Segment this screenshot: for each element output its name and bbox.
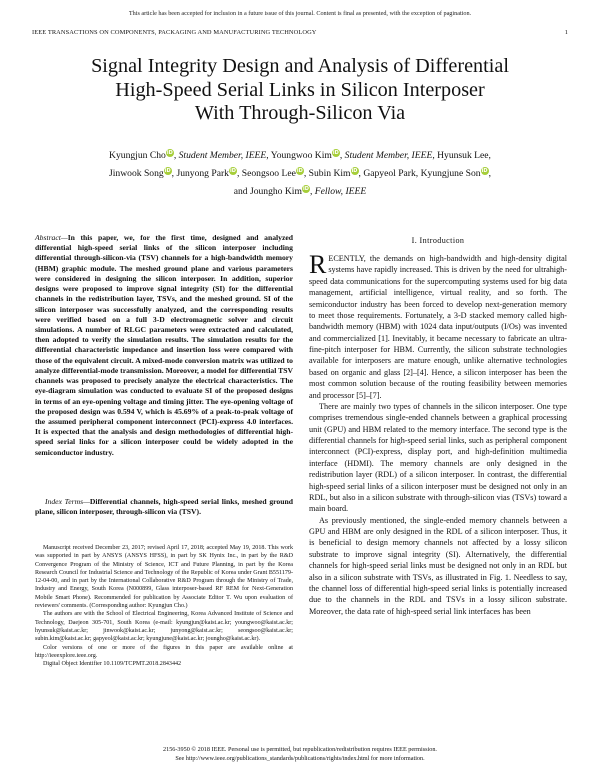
- author-list: [40, 147, 560, 201]
- index-terms-label: Index Terms—: [45, 497, 90, 506]
- footnote-manuscript: Manuscript received December 23, 2017; revised April 17, 2018; accepted May 19, 2018. This work was supported in part by ANSYS (ANSYS HFSS), in part by SK Hynix Inc., in part by the R&D Convergence Program of the Ministry of Science, ICT and Future Planning, in part by the Korea Research Council for Industrial Science and Technology of the Republic of Korea under Grant B551179-12-04-00, and in part by the International Collaborative R&D Program through the Ministry of Trade, Industry and Energy, South Korea (N000899, Glass interposer-based RF REM for Next-Generation Mobile Smart Phone). Recommended for publication by Associate Editor T. Wu upon evaluation of reviewers' comments. (Corresponding author: Kyungjun Cho.): [35, 545, 293, 610]
- author-line: and Joungho KimiD, Fellow, IEEE: [233, 186, 367, 197]
- orcid-icon[interactable]: iD: [481, 168, 488, 174]
- title-line: Signal Integrity Design and Analysis of Differential: [91, 55, 509, 77]
- index-terms: [35, 497, 293, 517]
- abstract-label: Abstract—: [35, 233, 68, 242]
- footnote-color: Color versions of one or more of the figures in this paper are available online at http://ieeexplore.ieee.org.: [35, 644, 293, 659]
- acceptance-notice: This article has been accepted for inclusion in a future issue of this journal. Content is final as presented, with the exception of pagination.: [128, 10, 472, 17]
- orcid-icon[interactable]: iD: [166, 150, 173, 156]
- abstract: [35, 233, 293, 458]
- orcid-icon[interactable]: iD: [230, 168, 236, 174]
- intro-paragraph: There are mainly two types of channels in the silicon interposer. One type comprises tremendous single-ended channels between a graphical processing unit (GPU) and HBM related to the memory interface. The second type is the differential channels for high-speed serial links, such as peripheral component interconnect (PCI)-express, display port, and high-definition multimedia interface (HDMI). The memory channels are only designed in the redistribution layer (RDL) of a silicon interposer. In contrast, the differential high-speed serial links of a silicon interposer must be designed not only in an RDL, but also in a silicon substrate with through-silicon vias (TSVs) toward a main board.: [309, 401, 567, 514]
- orcid-icon[interactable]: iD: [303, 186, 309, 192]
- intro-paragraph: As previously mentioned, the single-ended memory channels between a GPU and HBM are only designed in the RDL of a silicon interposer. Thus, it is beneficial to design memory channels not affected by a lossy silicon substrate to improve signal integrity (SI). Alternatively, the differential channels for high-speed serial links must be designed not only in an RDL but also in a silicon substrate with TSVs, as illustrated in Fig. 1. Needless to say, the channel loss of differential high-speed serial links is potentially increased due to the channels in the RDL and TSVs in a lossy silicon substrate. Moreover, the data rate of high-speed serial link interfaces has been: [309, 515, 567, 616]
- title-line: With Through-Silicon Via: [194, 102, 406, 124]
- footer-line: 2156-3950 © 2018 IEEE. Personal use is permitted, but republication/redistribution requires IEEE permission.: [163, 746, 437, 753]
- title-line: High-Speed Serial Links in Silicon Interposer: [115, 78, 485, 101]
- abstract-text: In this paper, we, for the first time, designed and analyzed differential high-speed serial links of the silicon interposer including differential through-silicon-via (TSV) channels for a high-bandwidth memory (HBM) graphic module. The meshed ground plane and various parameters were considered in designing the silicon interposer. In addition, superior designs were proposed to improve signal integrity (SI) for the differential channels in the redistribution layer, TSVs, and the meshed ground. SI of the silicon interposer was successfully analyzed, and the corresponding results were verified based on a full 3-D electromagnetic solver and circuit simulations. A number of RLGC parameters were extracted and calculated, then adopted to verify the simulation results. The simulation results for the differential characteristic impedance and insertion loss were compared with those of the equivalent circuit. A mixed-mode conversion matrix was utilized to analyze differential-mode transmission. Moreover, a model for differential TSV channels was proposed to precisely analyze the electrical characteristics. The eye-diagram simulation was conducted to evaluate SI of the proposed designs in terms of an eye-opening voltage and timing jitter. The eye-opening voltage of the proposed design was 0.594 V, which is 45.69% of a peak-to-peak voltage of the assumed peripheral component interconnect (PCI)-express 4.0 interfaces. It is expected that the analysis and design methodologies of differential high-speed serial links for a silicon interposer could be widely adopted in the semiconductor industry.: [35, 233, 293, 457]
- orcid-icon[interactable]: iD: [351, 168, 358, 174]
- orcid-icon[interactable]: iD: [296, 168, 303, 174]
- journal-name: IEEE TRANSACTIONS ON COMPONENTS, PACKAGING AND MANUFACTURING TECHNOLOGY: [32, 29, 317, 36]
- section-heading: I. Introduction: [411, 236, 465, 245]
- orcid-icon[interactable]: iD: [332, 150, 339, 156]
- intro-paragraph: RECENTLY, the demands on high-bandwidth and high-density digital systems have rapidly increased. This is driven by the need for ultrahigh-speed data communications for the supercomputing systems used for big data management, artificial intelligence, virtual reality, and so forth. The semiconductor industry has been forced to develop next-generation memory to meet those requirements. Fortunately, a 3-D stacked memory called high-bandwidth memory (HBM) with 1024 data input/outputs (I/Os) was invented and commercialized [1]. Inevitably, it became necessary to fabricate an ultra-fine-pitch interposer for HBM. Currently, the silicon substrate technologies available for interposers are mature enough, unlike alternative technologies based on organic and glass [2]–[4]. Hence, a silicon interposer has been the most common solution because of the routing feasibility between memories and processor [5]–[7].: [309, 250, 567, 400]
- drop-cap: R: [309, 250, 327, 279]
- copyright-footer: [0, 745, 600, 763]
- running-header: [32, 29, 568, 36]
- author-line: Jinwook SongiD, Junyong ParkiD, Seongsoo LeeiD, Subin KimiD, Gapyeol Park, Kyungjune SoniD,: [109, 168, 491, 179]
- paper-title: [20, 55, 580, 126]
- footnotes: [35, 544, 293, 668]
- page-number: 1: [564, 29, 568, 36]
- index-terms-text: Differential channels, high-speed serial links, meshed ground plane, silicon interposer, through-silicon via (TSV).: [35, 497, 293, 517]
- footnote-doi: Digital Object Identifier 10.1109/TCPMT.2018.2843442: [43, 661, 182, 668]
- introduction-body: [309, 250, 567, 617]
- footnote-affiliation: The authors are with the School of Electrical Engineering, Korea Advanced Institute of Science and Technology, Daejeon 305-701, South Korea (e-mail: kyungjun@kaist.ac.kr; youngwoo@kaist.ac.kr; hyunsuk@kaist.ac.kr; jinwook@kaist.ac.kr; junyong@kaist.ac.kr; seongsoo@kaist.ac.kr; subin.kim@kaist.ac.kr; gapyeol@kaist.ac.kr; kyungjune@kaist.ac.kr; joungho@kaist.ac.kr).: [35, 611, 293, 643]
- orcid-icon[interactable]: iD: [164, 168, 171, 174]
- footer-link[interactable]: See http://www.ieee.org/publications_standards/publications/rights/index.html for more information.: [175, 755, 425, 762]
- author-line: Kyungjun ChoiD, Student Member, IEEE, Youngwoo KimiD, Student Member, IEEE, Hyunsuk Lee,: [109, 150, 491, 161]
